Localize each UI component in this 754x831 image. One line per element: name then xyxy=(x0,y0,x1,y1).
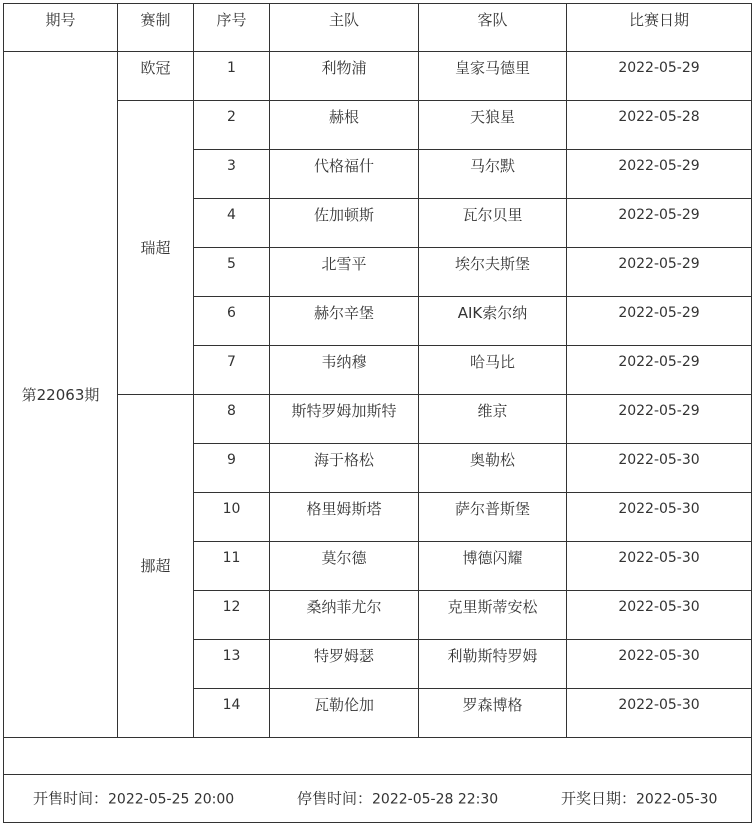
home-team-cell: 莫尔德 xyxy=(270,542,419,591)
seq-cell: 6 xyxy=(194,297,270,346)
away-team-cell: 皇家马德里 xyxy=(419,52,567,101)
header-date: 比赛日期 xyxy=(567,4,752,52)
match-date-cell: 2022-05-29 xyxy=(567,297,752,346)
match-date-cell: 2022-05-29 xyxy=(567,395,752,444)
competition-cell-ucl: 欧冠 xyxy=(118,52,194,101)
blank-row xyxy=(4,738,752,775)
home-team-cell: 斯特罗姆加斯特 xyxy=(270,395,419,444)
away-team-cell: 利勒斯特罗姆 xyxy=(419,640,567,689)
away-team-cell: 天狼星 xyxy=(419,101,567,150)
away-team-cell: 克里斯蒂安松 xyxy=(419,591,567,640)
away-team-cell: 维京 xyxy=(419,395,567,444)
sale-stop-label: 停售时间： xyxy=(297,789,373,807)
sale-start-label: 开售时间： xyxy=(33,789,109,807)
sale-stop-value: 2022-05-28 22:30 xyxy=(372,791,499,807)
draw-date-value: 2022-05-30 xyxy=(636,791,718,807)
match-date-cell: 2022-05-30 xyxy=(567,542,752,591)
footer-cell xyxy=(4,775,752,823)
match-date-cell: 2022-05-29 xyxy=(567,199,752,248)
home-team-cell: 赫尔辛堡 xyxy=(270,297,419,346)
seq-cell: 2 xyxy=(194,101,270,150)
home-team-cell: 海于格松 xyxy=(270,444,419,493)
issue-cell: 第22063期 xyxy=(4,52,118,738)
away-team-cell: AIK索尔纳 xyxy=(419,297,567,346)
home-team-cell: 瓦勒伦加 xyxy=(270,689,419,738)
home-team-cell: 韦纳穆 xyxy=(270,346,419,395)
competition-cell-eliteserien: 挪超 xyxy=(118,395,194,738)
seq-cell: 13 xyxy=(194,640,270,689)
away-team-cell: 埃尔夫斯堡 xyxy=(419,248,567,297)
home-team-cell: 利物浦 xyxy=(270,52,419,101)
away-team-cell: 罗森博格 xyxy=(419,689,567,738)
header-seq: 序号 xyxy=(194,4,270,52)
draw-date xyxy=(561,789,717,808)
match-date-cell: 2022-05-30 xyxy=(567,493,752,542)
seq-cell: 11 xyxy=(194,542,270,591)
match-date-cell: 2022-05-29 xyxy=(567,346,752,395)
table-row xyxy=(4,52,752,101)
home-team-cell: 特罗姆瑟 xyxy=(270,640,419,689)
away-team-cell: 哈马比 xyxy=(419,346,567,395)
home-team-cell: 代格福什 xyxy=(270,150,419,199)
away-team-cell: 马尔默 xyxy=(419,150,567,199)
home-team-cell: 格里姆斯塔 xyxy=(270,493,419,542)
match-date-cell: 2022-05-30 xyxy=(567,689,752,738)
home-team-cell: 桑纳菲尤尔 xyxy=(270,591,419,640)
header-row xyxy=(4,4,752,52)
seq-cell: 14 xyxy=(194,689,270,738)
home-team-cell: 北雪平 xyxy=(270,248,419,297)
match-date-cell: 2022-05-29 xyxy=(567,248,752,297)
away-team-cell: 瓦尔贝里 xyxy=(419,199,567,248)
away-team-cell: 萨尔普斯堡 xyxy=(419,493,567,542)
header-format: 赛制 xyxy=(118,4,194,52)
competition-cell-allsvenskan: 瑞超 xyxy=(118,101,194,395)
header-home: 主队 xyxy=(270,4,419,52)
match-date-cell: 2022-05-30 xyxy=(567,591,752,640)
seq-cell: 7 xyxy=(194,346,270,395)
match-date-cell: 2022-05-29 xyxy=(567,150,752,199)
header-away: 客队 xyxy=(419,4,567,52)
header-issue: 期号 xyxy=(4,4,118,52)
draw-date-label: 开奖日期： xyxy=(561,789,637,807)
blank-cell xyxy=(4,738,752,775)
seq-cell: 10 xyxy=(194,493,270,542)
sale-stop xyxy=(297,789,498,808)
seq-cell: 9 xyxy=(194,444,270,493)
away-team-cell: 奥勒松 xyxy=(419,444,567,493)
seq-cell: 3 xyxy=(194,150,270,199)
seq-cell: 4 xyxy=(194,199,270,248)
schedule-table xyxy=(3,3,752,823)
match-date-cell: 2022-05-28 xyxy=(567,101,752,150)
away-team-cell: 博德闪耀 xyxy=(419,542,567,591)
seq-cell: 12 xyxy=(194,591,270,640)
match-date-cell: 2022-05-30 xyxy=(567,444,752,493)
seq-cell: 1 xyxy=(194,52,270,101)
home-team-cell: 佐加顿斯 xyxy=(270,199,419,248)
sale-start xyxy=(33,789,234,808)
footer-row xyxy=(4,775,752,823)
sale-start-value: 2022-05-25 20:00 xyxy=(108,791,235,807)
home-team-cell: 赫根 xyxy=(270,101,419,150)
match-date-cell: 2022-05-30 xyxy=(567,640,752,689)
seq-cell: 5 xyxy=(194,248,270,297)
seq-cell: 8 xyxy=(194,395,270,444)
match-date-cell: 2022-05-29 xyxy=(567,52,752,101)
